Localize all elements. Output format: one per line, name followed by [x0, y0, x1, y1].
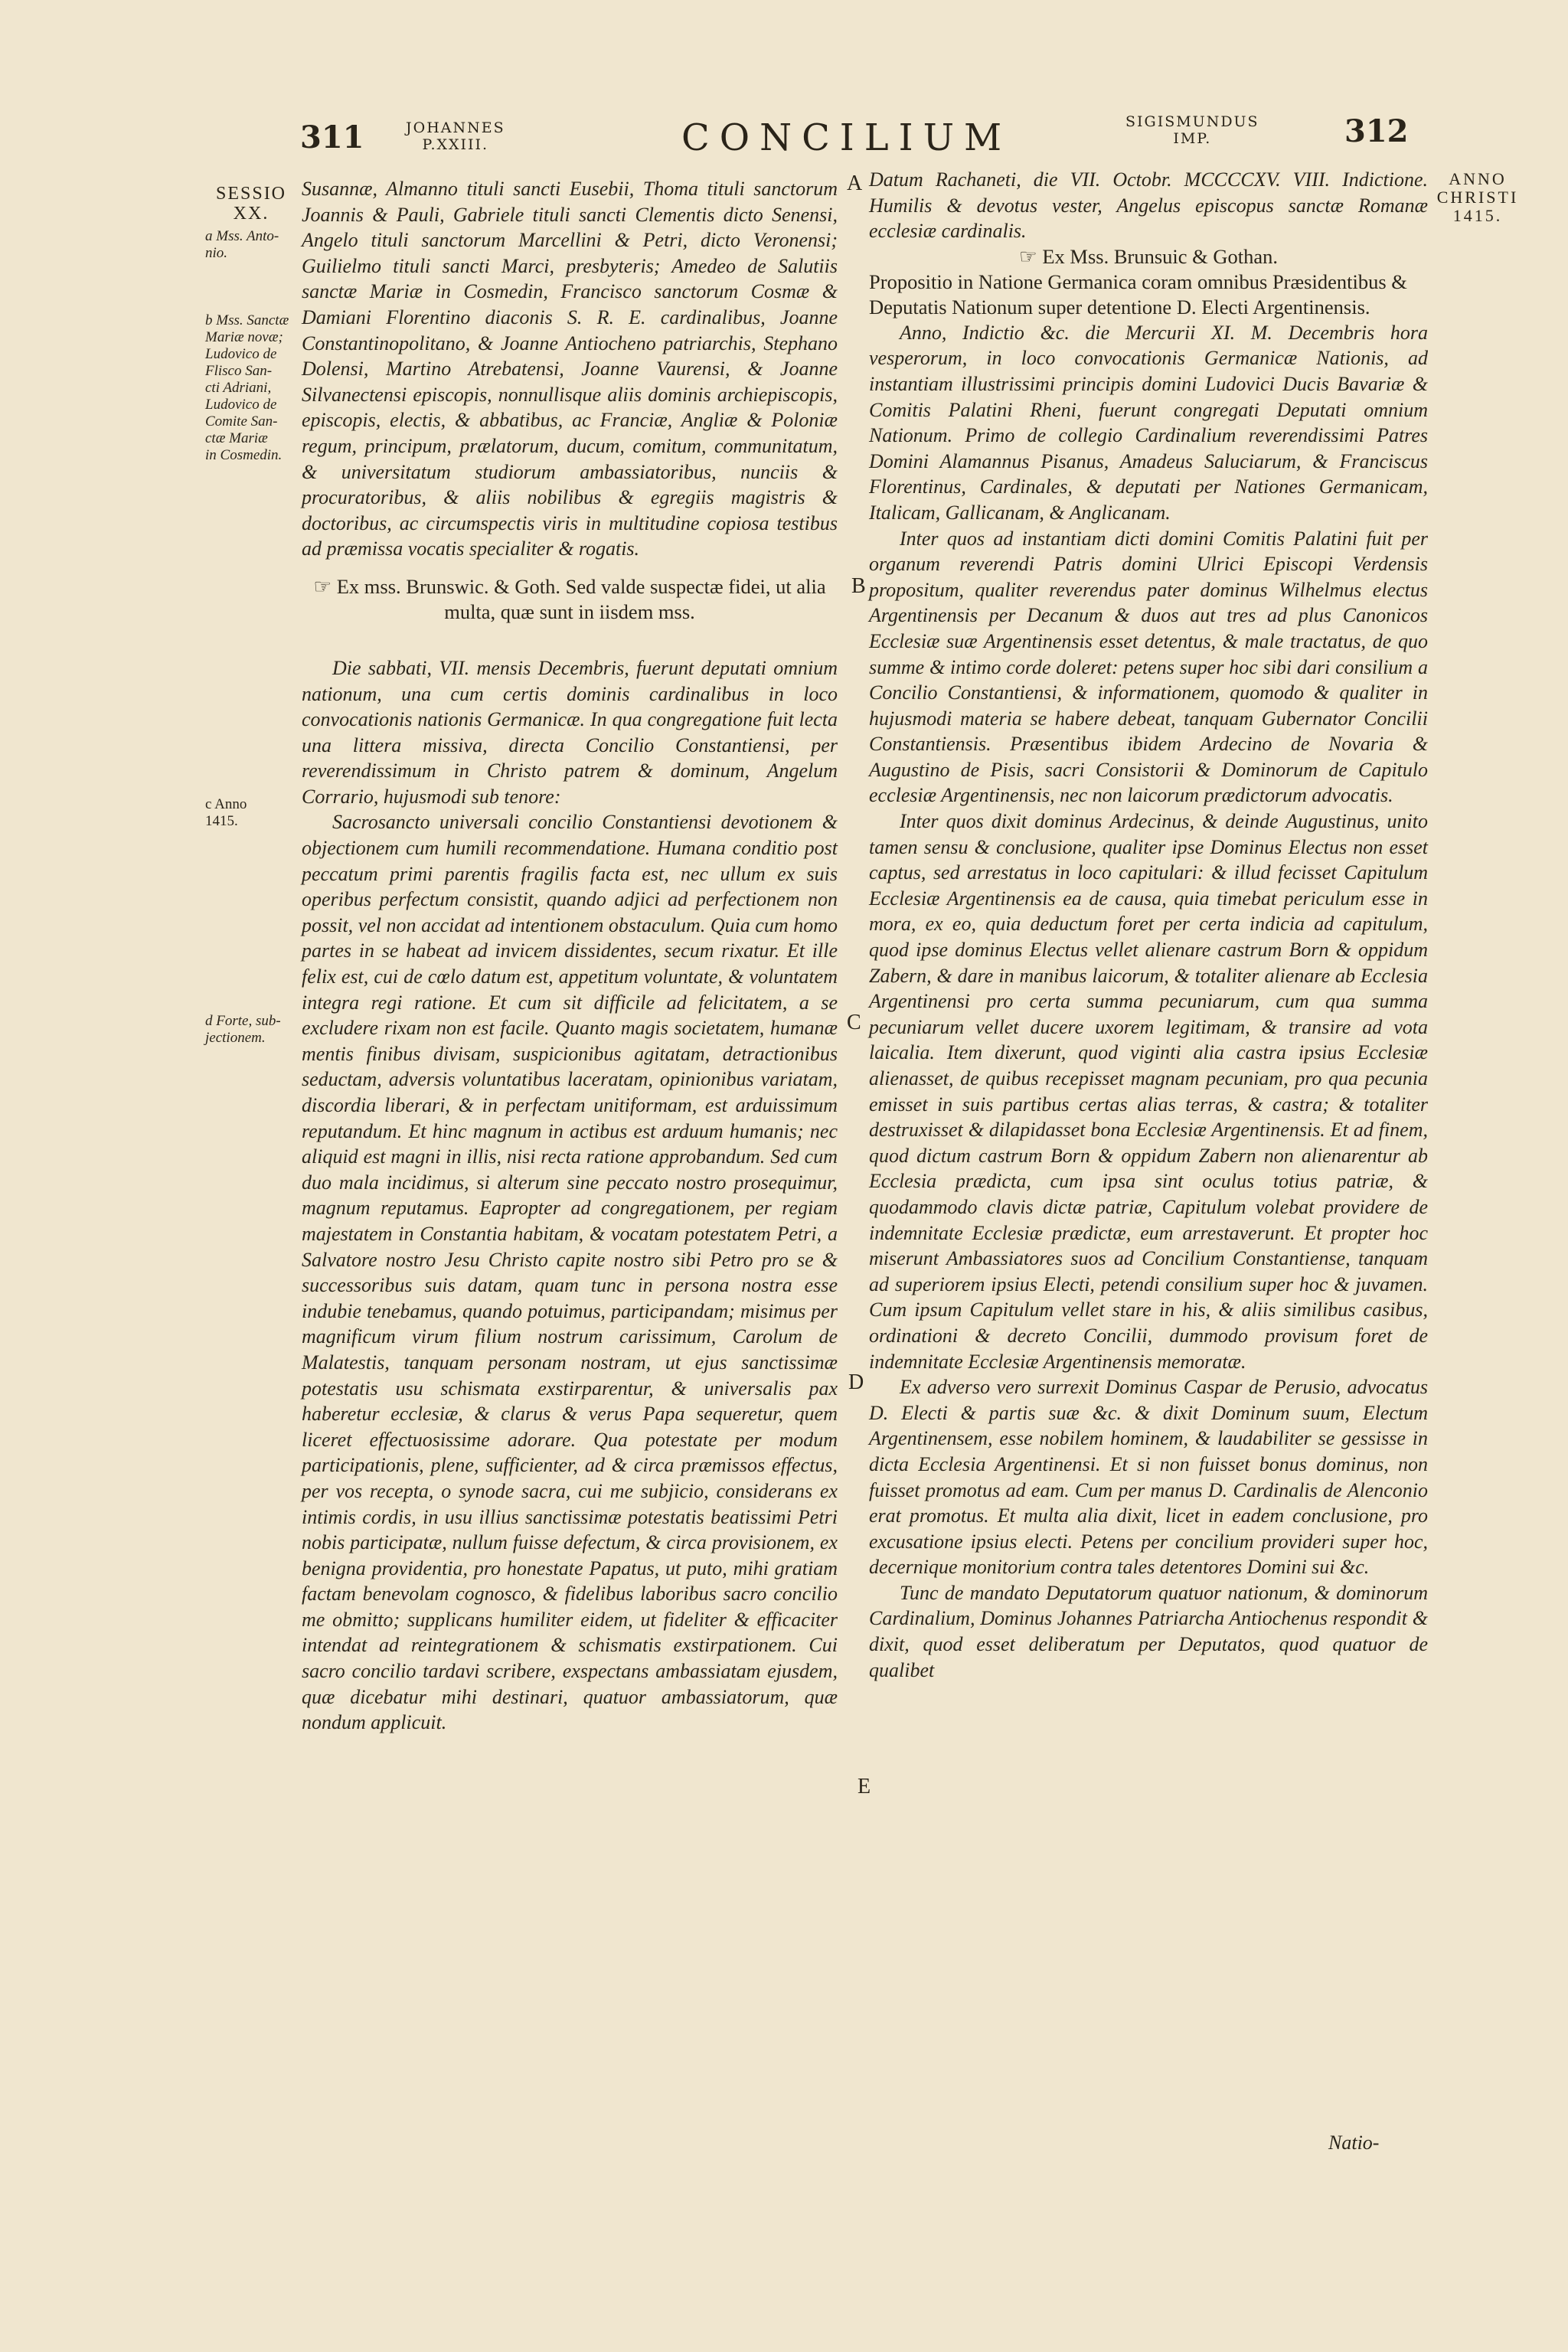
section-letter-d: D: [848, 1370, 864, 1394]
running-header: [0, 113, 1568, 167]
paragraph-witness-list: Susannæ, Almanno tituli sancti Eusebii, Thoma tituli sanctorum Joannis & Pauli, Gabriele tituli sancti Clementis dicto Senensi, Angelo tituli sanctorum Marcellini & Petri, dicto Veronensi; Guilielmo tituli sancti Marci, presbyteris; Amedeo de Salutiis sanctæ Mariæ in Cosmedin, Francisco sanctorum Cosmæ & Damiani Florentino diaconis S. R. E. cardinalibus, Joanne Constantinopolitano, & Joanne Antiocheno patriarchis, Stephano Dolensi, Martino Atrebatensi, Joanne Vaurensi, & Joanne Silvanectensi episcopis, nonnullisque aliis dominis archiepiscopis, episcopis, electis, & abbatibus, ac Franciæ, Angliæ & Poloniæ regum, principum, prælatorum, ducum, comitum, communitatum, & universitatum studiorum ambassiatoribus, nunciis & procuratoribus, & aliis nobilibus & egregiis magistris & doctoribus, ac circumspectis viris in multitudine copiosa testibus ad præmissa vocatis specialiter & rogatis.: [302, 178, 838, 560]
margin-session: SESSIO XX.: [215, 184, 287, 224]
page-number-left: 311: [300, 119, 364, 155]
paragraph-letter: Sacrosancto universali concilio Constantiensi devotionem & objectionem cum humili recommendatione. Humana conditio post peccatum primi parentis fragilis facta est, nec ullum ex suis operibus perfectum consistit, quando adjici ad perfectionem non possit, vel non accidat ad intentionem obstaculum. Quia cum homo partes in se habeat ad invicem dissidentes, secum rixatur. Et ille felix est, cui de cœlo datum est, appetitum voluntate, & voluntatem integra regi ratione. Et cum sit difficile ad felicitatem, a se excludere rixam non est facile. Quanto magis societatem, humanæ mentis finibus divisam, suspicionibus agitatam, detractionibus seductam, adversis voluntatibus laceratam, opinionibus variatam, discordia liberari, & in perfectam unitiformam, est arduissimum reputandum. Et hinc magnum in actibus est arduum humanis; nec aliquid est magni in illis, nisi recta ratione approbandum. Sed cum duo mala incidimus, si alterum sine peccato nostro prosequimur, magnum reputamus. Eapropter ad congregationem, per regiam majestatem in Constantia habitam, & vocatam potestatem Petri, a Salvatore nostro Jesu Christo capite nostro sibi Petro pro se & successoribus suis datam, quam tunc in persona nostra esse indubie tenebamus, quando potuimus, participandam; misimus per magnificum virum filium nostrum carissimum, Carolum de Malatestis, tanquam personam nostram, ut ejus sanctissimæ potestatis usu schismata exstirparentur, & universalis pax haberetur ecclesiæ, & clarus & verus Papa sequeretur, quem liceret effectuosissime adorare. Qua potestate per modum participationis, plene, sufficienter, ad & circa præmissos effectus, per vos recepta, o synode sacra, cui me subjicio, considerans ex intimis cordis, in usu illius sanctissimæ potestatis beatissimi Petri nobis participatæ, nullum fuisse defectum, & circa provisionem, ex benigna providentia, pro honestate Papatus, ut puto, mihi gratiam factam benevolam cognosco, & fidelibus laboribus sacro concilio me obmitto; supplicans humiliter eidem, ut fideliter & efficaciter intendat ad reintegrationem & schismatis exstirpationem. Cui sacro concilio tardavi scribere, exspectans ambassiatam ejusdem, quæ dicebatur mihi destinari, quatuor ambassiatorum, quæ nondum applicuit.: [302, 811, 838, 1734]
source-heading-text: Ex Mss. Brunsuic & Gothan.: [1042, 244, 1279, 268]
margin-note-d: d Forte, sub- jectionem.: [205, 1013, 281, 1046]
paragraph-caspar: Ex adverso vero surrexit Dominus Caspar de Perusio, advocatus D. Electi & partis suæ &c. & dixit Dominum suum, Electum Argentinensem, esse nobilem hominem, & laudabiliter se gessisse in dicta Ecclesia Argentinensi. Et si non fuisset bonus dominus, non fuisset promotus ad eam. Cum per manus D. Cardinalis de Alenconio erat promotus. Et multa alia dixit, licet in eadem conclusione, pro excusatione ipsius electi. Petens per concilium provideri super hoc, decernique monitorium contra tales detentores Domini sui &c.: [869, 1376, 1428, 1579]
header-emperor: [1125, 113, 1259, 147]
header-pope: [406, 119, 505, 153]
header-emperor-title: IMP.: [1173, 130, 1212, 147]
paragraph-ardecinus: Inter quos dixit dominus Ardecinus, & deinde Augustinus, unito tamen sensu & conclusione, qualiter ipse Dominus Electus non esset captus, sed arrestatus in loco capitulari: & illud fecisset Capitulum Ecclesiæ Argentinensis ea de causa, quia timebat periculum esse in mora, ex eo, quia deductum foret per certa indicia ad capitulum, quod ipse dominus Electus vellet alienare castrum Born & oppidum Zabern, & dare in manibus laicorum, & totaliter alienare ab Ecclesia Argentinensi pro certa summa pecuniarum, cum qua summa pecuniarum vellet ducere uxorem legitimam, & transire ad vota laicalia. Item dixerunt, quod viginti alia castra ipsius Ecclesiæ alienasset, de quibus recepisset magnam pecuniam, pro qua pecunia emisset in suis partibus certas alias terras, & castra; & totaliter destruxisset & dilapidasset bona Ecclesiæ Argentinensis. Et ad finem, quod dictum castrum Born & oppidum Zabern non alienarentur ab Ecclesia prædicta, cum ipsa sint oculus totius patriæ, & quodammodo clavis dictæ patriæ, Capitulum volebat providere de indemnitate Ecclesiæ prædictæ, eum arrestaverunt. Et propter hoc miserunt Ambassiatores suos ad Concilium Constantiense, tanquam ad superiorem ipsius Electi, petendi consilium super hoc & juvamen. Cum ipsum Capitulum vellet stare in his, & aliis similibus casibus, ordinationi & decreto Concilii, dummodo provisum foret de indemnitate Ecclesiæ Argentinensis memoratæ.: [869, 810, 1428, 1373]
margin-note-a: a Mss. Anto- nio.: [205, 228, 279, 261]
page-number-right: 312: [1344, 113, 1409, 149]
catchword: Natio-: [1328, 2132, 1380, 2154]
margin-note-b: b Mss. Sanctæ Mariæ novæ; Ludovico de Flisco San- cti Adriani, Ludovico de Comite San- ctæ Mariæ in Cosmedin.: [205, 312, 289, 463]
paragraph-session-date: Die sabbati, VII. mensis Decembris, fuerunt deputati omnium nationum, una cum certis dominis cardinalibus in loco convocationis nationis Germanicæ. In qua congregatione fuit lecta una littera missiva, directa Concilio Constantiensi, per reverendissimum in Christo patrem & dominum, Angelum Corrario, hujusmodi sub tenore:: [302, 656, 838, 808]
section-letter-c: C: [847, 1011, 861, 1034]
source-note: [302, 574, 838, 625]
left-column: [302, 176, 838, 1736]
hand-pointer-icon: ☞: [1018, 244, 1043, 268]
margin-note-year: c Anno 1415.: [205, 796, 247, 829]
paragraph-inter-quos: Inter quos ad instantiam dicti domini Comitis Palatini fuit per organum reverendi Patris domini Ulrici Episcopi Verdensis propositum, qualiter reverendus pater dominus Wilhelmus electus Argentinensis per Decanum & duos aut tres ad plus Canonicos Ecclesiæ suæ Argentinensis esset detentus, & male tractatus, de quo summe & intimo corde doleret: petens super hoc sibi dari consilium a Concilio Constantiensi, & informationem, quomodo & qualiter in hujusmodi materia se habere debeat, tanquam Gubernator Concilii Constantiensis. Præsentibus ibidem Ardecino de Novaria & Augustino de Pisis, sacri Consistorii & Dominorum de Capitulo ecclesiæ Argentinensis, nec non laicorum prædictorum advocatis.: [869, 527, 1428, 807]
header-pope-number: P.XXIII.: [422, 136, 489, 153]
paragraph-datum: Datum Rachaneti, die VII. Octobr. MCCCCXV. VIII. Indictione. Humilis & devotus vester, Angelus episcopus sanctæ Romanæ ecclesiæ cardinalis.: [869, 168, 1428, 243]
header-title: CONCILIUM: [681, 116, 1012, 159]
source-note-text: Ex mss. Brunswic. & Goth. Sed valde suspectæ fidei, ut alia multa, quæ sunt in iisdem mss.: [336, 574, 826, 623]
section-letter-a: A: [847, 172, 863, 195]
margin-anno-christi: ANNO CHRISTI 1415.: [1436, 169, 1519, 225]
paragraph-patriarcha: Tunc de mandato Deputatorum quatuor nationum, & dominorum Cardinalium, Dominus Johannes Patriarcha Antiochenus respondit & dixit, quod esset deliberatum per Deputatos, quod quatuor de qualibet: [869, 1581, 1428, 1681]
section-letter-e: E: [858, 1775, 871, 1798]
paragraph-anno: Anno, Indictio &c. die Mercurii XI. M. Decembris hora vesperorum, in loco convocationis Germanicæ Nationis, ad instantiam illustrissimi principis domini Ludovici Ducis Bavariæ & Comitis Palatini Rheni, fuerunt congregati Deputati omnium Nationum. Primo de collegio Cardinalium reverendissimi Patres Domini Alamannus Pisanus, Amadeus Saluciarum, & Franciscus Florentinus, Cardinales, & deputati per Nationes Germanicam, Italicam, Gallicanam, & Anglicanam.: [869, 321, 1428, 524]
right-column: [869, 167, 1428, 1683]
header-emperor-name: SIGISMUNDUS: [1125, 113, 1259, 130]
hand-pointer-icon: ☞: [313, 574, 337, 598]
source-heading: [869, 244, 1428, 270]
section-letter-b: B: [851, 574, 866, 598]
header-pope-name: JOHANNES: [406, 119, 505, 136]
propositio-heading: Propositio in Natione Germanica coram omnibus Præsidentibus & Deputatis Nationum super detentione D. Electi Argentinensis.: [869, 270, 1407, 318]
